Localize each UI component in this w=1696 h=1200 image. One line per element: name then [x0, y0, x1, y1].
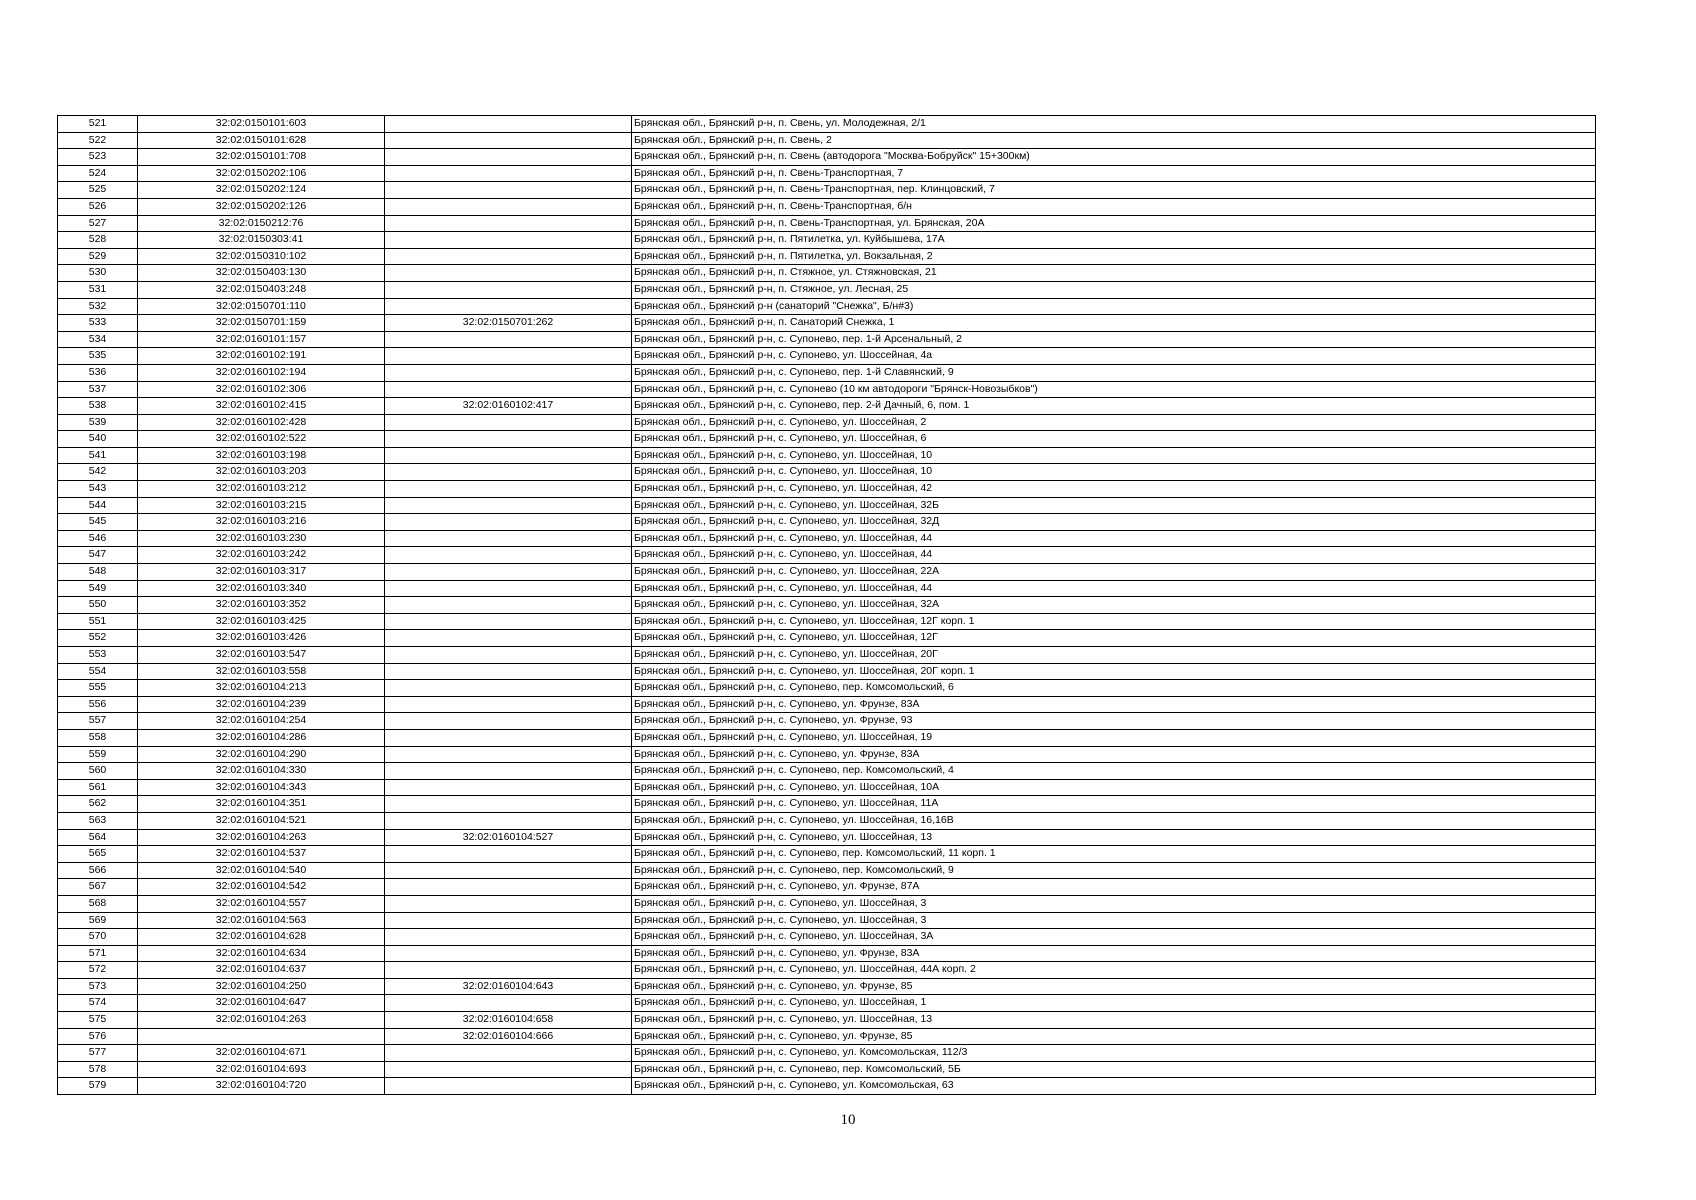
table-row	[58, 862, 1596, 879]
related-cadastral-number-cell	[385, 348, 632, 365]
related-cadastral-number-cell	[385, 812, 632, 829]
row-number-cell: 555	[58, 680, 138, 697]
cadastral-number-cell: 32:02:0160104:537	[138, 846, 385, 863]
row-number-cell: 579	[58, 1078, 138, 1095]
table-row	[58, 580, 1596, 597]
row-number-cell: 522	[58, 132, 138, 149]
cadastral-number-cell: 32:02:0160103:198	[138, 447, 385, 464]
table-row	[58, 431, 1596, 448]
cadastral-number-cell: 32:02:0160102:522	[138, 431, 385, 448]
cadastral-number-cell: 32:02:0160103:203	[138, 464, 385, 481]
related-cadastral-number-cell	[385, 431, 632, 448]
row-number-cell: 547	[58, 547, 138, 564]
related-cadastral-number-cell	[385, 198, 632, 215]
table-row	[58, 414, 1596, 431]
cadastral-number-cell: 32:02:0160104:254	[138, 713, 385, 730]
cadastral-number-cell: 32:02:0150101:603	[138, 116, 385, 133]
row-number-cell: 572	[58, 962, 138, 979]
address-cell: Брянская обл., Брянский р-н, с. Супонево, ул. Фрунзе, 93	[632, 713, 1596, 730]
table-row	[58, 812, 1596, 829]
related-cadastral-number-cell	[385, 132, 632, 149]
address-cell: Брянская обл., Брянский р-н, с. Супонево, ул. Шоссейная, 11А	[632, 796, 1596, 813]
table-row	[58, 398, 1596, 415]
cadastral-number-cell: 32:02:0160103:352	[138, 597, 385, 614]
address-cell: Брянская обл., Брянский р-н, с. Супонево, пер. 1-й Арсенальный, 2	[632, 331, 1596, 348]
address-cell: Брянская обл., Брянский р-н, с. Супонево, ул. Шоссейная, 2	[632, 414, 1596, 431]
cadastral-number-cell: 32:02:0150310:102	[138, 248, 385, 265]
address-cell: Брянская обл., Брянский р-н, с. Супонево, пер. 2-й Дачный, 6, пом. 1	[632, 398, 1596, 415]
cadastral-number-cell: 32:02:0160104:263	[138, 829, 385, 846]
row-number-cell: 577	[58, 1045, 138, 1062]
address-cell: Брянская обл., Брянский р-н, с. Супонево, ул. Шоссейная, 20Г	[632, 647, 1596, 664]
row-number-cell: 550	[58, 597, 138, 614]
row-number-cell: 558	[58, 729, 138, 746]
related-cadastral-number-cell	[385, 497, 632, 514]
table-row	[58, 663, 1596, 680]
cadastral-number-cell: 32:02:0160103:212	[138, 481, 385, 498]
address-cell: Брянская обл., Брянский р-н, с. Супонево, ул. Шоссейная, 44	[632, 530, 1596, 547]
related-cadastral-number-cell	[385, 680, 632, 697]
address-cell: Брянская обл., Брянский р-н, с. Супонево, ул. Фрунзе, 85	[632, 1028, 1596, 1045]
related-cadastral-number-cell	[385, 1078, 632, 1095]
table-row	[58, 248, 1596, 265]
table-row	[58, 547, 1596, 564]
address-cell: Брянская обл., Брянский р-н, с. Супонево, ул. Шоссейная, 22А	[632, 564, 1596, 581]
related-cadastral-number-cell	[385, 846, 632, 863]
table-row	[58, 680, 1596, 697]
address-cell: Брянская обл., Брянский р-н, п. Свень, ул. Молодежная, 2/1	[632, 116, 1596, 133]
address-cell: Брянская обл., Брянский р-н, с. Супонево, ул. Шоссейная, 13	[632, 1012, 1596, 1029]
row-number-cell: 545	[58, 514, 138, 531]
cadastral-number-cell: 32:02:0160102:306	[138, 381, 385, 398]
cadastral-number-cell: 32:02:0160103:547	[138, 647, 385, 664]
row-number-cell: 535	[58, 348, 138, 365]
table-row	[58, 497, 1596, 514]
table-row	[58, 331, 1596, 348]
address-cell: Брянская обл., Брянский р-н, с. Супонево, ул. Шоссейная, 16,16В	[632, 812, 1596, 829]
cadastral-number-cell: 32:02:0160104:634	[138, 945, 385, 962]
table-row	[58, 713, 1596, 730]
row-number-cell: 542	[58, 464, 138, 481]
related-cadastral-number-cell	[385, 1061, 632, 1078]
related-cadastral-number-cell	[385, 281, 632, 298]
cadastral-number-cell: 32:02:0160103:216	[138, 514, 385, 531]
related-cadastral-number-cell	[385, 464, 632, 481]
address-cell: Брянская обл., Брянский р-н, с. Супонево, ул. Фрунзе, 83А	[632, 696, 1596, 713]
address-cell: Брянская обл., Брянский р-н, с. Супонево (10 км автодороги "Брянск-Новозыбков")	[632, 381, 1596, 398]
related-cadastral-number-cell	[385, 929, 632, 946]
cadastral-number-cell: 32:02:0160104:343	[138, 779, 385, 796]
address-cell: Брянская обл., Брянский р-н, п. Стяжное, ул. Лесная, 25	[632, 281, 1596, 298]
related-cadastral-number-cell	[385, 414, 632, 431]
table-row	[58, 1028, 1596, 1045]
cadastral-number-cell: 32:02:0160103:558	[138, 663, 385, 680]
row-number-cell: 566	[58, 862, 138, 879]
table-row	[58, 132, 1596, 149]
address-cell: Брянская обл., Брянский р-н (санаторий "Снежка", Б/н#3)	[632, 298, 1596, 315]
cadastral-number-cell: 32:02:0160102:428	[138, 414, 385, 431]
table-row	[58, 829, 1596, 846]
cadastral-number-cell	[138, 1028, 385, 1045]
cadastral-number-cell: 32:02:0160104:330	[138, 763, 385, 780]
address-cell: Брянская обл., Брянский р-н, с. Супонево, ул. Шоссейная, 10А	[632, 779, 1596, 796]
registry-table-body	[58, 116, 1596, 1095]
related-cadastral-number-cell	[385, 547, 632, 564]
table-row	[58, 729, 1596, 746]
cadastral-number-cell: 32:02:0160104:263	[138, 1012, 385, 1029]
cadastral-number-cell: 32:02:0160104:542	[138, 879, 385, 896]
row-number-cell: 541	[58, 447, 138, 464]
cadastral-number-cell: 32:02:0160104:693	[138, 1061, 385, 1078]
table-row	[58, 647, 1596, 664]
cadastral-number-cell: 32:02:0150701:110	[138, 298, 385, 315]
page-number: 10	[840, 1112, 856, 1128]
table-row	[58, 481, 1596, 498]
row-number-cell: 537	[58, 381, 138, 398]
row-number-cell: 538	[58, 398, 138, 415]
related-cadastral-number-cell	[385, 265, 632, 282]
row-number-cell: 533	[58, 315, 138, 332]
table-row	[58, 265, 1596, 282]
row-number-cell: 539	[58, 414, 138, 431]
row-number-cell: 548	[58, 564, 138, 581]
row-number-cell: 524	[58, 165, 138, 182]
row-number-cell: 564	[58, 829, 138, 846]
cadastral-number-cell: 32:02:0160104:563	[138, 912, 385, 929]
address-cell: Брянская обл., Брянский р-н, с. Супонево, ул. Шоссейная, 32А	[632, 597, 1596, 614]
table-row	[58, 315, 1596, 332]
address-cell: Брянская обл., Брянский р-н, с. Супонево, ул. Шоссейная, 32Д	[632, 514, 1596, 531]
cadastral-number-cell: 32:02:0160103:317	[138, 564, 385, 581]
table-row	[58, 962, 1596, 979]
related-cadastral-number-cell	[385, 613, 632, 630]
cadastral-number-cell: 32:02:0150202:106	[138, 165, 385, 182]
table-row	[58, 1078, 1596, 1095]
row-number-cell: 553	[58, 647, 138, 664]
address-cell: Брянская обл., Брянский р-н, с. Супонево, ул. Шоссейная, 42	[632, 481, 1596, 498]
cadastral-number-cell: 32:02:0160103:425	[138, 613, 385, 630]
address-cell: Брянская обл., Брянский р-н, с. Супонево, ул. Шоссейная, 44А корп. 2	[632, 962, 1596, 979]
row-number-cell: 574	[58, 995, 138, 1012]
address-cell: Брянская обл., Брянский р-н, п. Пятилетка, ул. Вокзальная, 2	[632, 248, 1596, 265]
related-cadastral-number-cell	[385, 713, 632, 730]
table-row	[58, 746, 1596, 763]
cadastral-number-cell: 32:02:0160103:230	[138, 530, 385, 547]
related-cadastral-number-cell	[385, 912, 632, 929]
address-cell: Брянская обл., Брянский р-н, с. Супонево, ул. Шоссейная, 44	[632, 547, 1596, 564]
related-cadastral-number-cell	[385, 779, 632, 796]
related-cadastral-number-cell	[385, 514, 632, 531]
related-cadastral-number-cell	[385, 331, 632, 348]
address-cell: Брянская обл., Брянский р-н, п. Свень-Транспортная, 7	[632, 165, 1596, 182]
table-row	[58, 763, 1596, 780]
address-cell: Брянская обл., Брянский р-н, с. Супонево, ул. Шоссейная, 3А	[632, 929, 1596, 946]
address-cell: Брянская обл., Брянский р-н, п. Свень, 2	[632, 132, 1596, 149]
address-cell: Брянская обл., Брянский р-н, с. Супонево, ул. Комсомольская, 63	[632, 1078, 1596, 1095]
row-number-cell: 557	[58, 713, 138, 730]
cadastral-number-cell: 32:02:0150202:126	[138, 198, 385, 215]
related-cadastral-number-cell	[385, 364, 632, 381]
related-cadastral-number-cell	[385, 647, 632, 664]
table-row	[58, 879, 1596, 896]
row-number-cell: 523	[58, 149, 138, 166]
related-cadastral-number-cell: 32:02:0160104:527	[385, 829, 632, 846]
address-cell: Брянская обл., Брянский р-н, с. Супонево, ул. Фрунзе, 83А	[632, 746, 1596, 763]
related-cadastral-number-cell: 32:02:0150701:262	[385, 315, 632, 332]
related-cadastral-number-cell	[385, 895, 632, 912]
row-number-cell: 534	[58, 331, 138, 348]
table-row	[58, 348, 1596, 365]
table-row	[58, 613, 1596, 630]
table-row	[58, 1012, 1596, 1029]
table-row	[58, 149, 1596, 166]
table-row	[58, 895, 1596, 912]
cadastral-number-cell: 32:02:0160104:286	[138, 729, 385, 746]
row-number-cell: 552	[58, 630, 138, 647]
row-number-cell: 536	[58, 364, 138, 381]
table-row	[58, 182, 1596, 199]
address-cell: Брянская обл., Брянский р-н, с. Супонево, ул. Шоссейная, 1	[632, 995, 1596, 1012]
address-cell: Брянская обл., Брянский р-н, с. Супонево, ул. Фрунзе, 87А	[632, 879, 1596, 896]
related-cadastral-number-cell	[385, 232, 632, 249]
table-row	[58, 464, 1596, 481]
cadastral-number-cell: 32:02:0160104:647	[138, 995, 385, 1012]
address-cell: Брянская обл., Брянский р-н, п. Свень (автодорога "Москва-Бобруйск" 15+300км)	[632, 149, 1596, 166]
cadastral-number-cell: 32:02:0150403:248	[138, 281, 385, 298]
row-number-cell: 546	[58, 530, 138, 547]
cadastral-number-cell: 32:02:0160104:213	[138, 680, 385, 697]
address-cell: Брянская обл., Брянский р-н, с. Супонево, ул. Шоссейная, 6	[632, 431, 1596, 448]
address-cell: Брянская обл., Брянский р-н, п. Пятилетка, ул. Куйбышева, 17А	[632, 232, 1596, 249]
row-number-cell: 530	[58, 265, 138, 282]
related-cadastral-number-cell	[385, 696, 632, 713]
cadastral-number-cell: 32:02:0150101:628	[138, 132, 385, 149]
cadastral-number-cell: 32:02:0150403:130	[138, 265, 385, 282]
table-row	[58, 779, 1596, 796]
row-number-cell: 554	[58, 663, 138, 680]
cadastral-number-cell: 32:02:0160104:351	[138, 796, 385, 813]
table-row	[58, 1061, 1596, 1078]
row-number-cell: 568	[58, 895, 138, 912]
cadastral-number-cell: 32:02:0160104:250	[138, 978, 385, 995]
row-number-cell: 556	[58, 696, 138, 713]
row-number-cell: 525	[58, 182, 138, 199]
related-cadastral-number-cell	[385, 663, 632, 680]
related-cadastral-number-cell: 32:02:0160104:666	[385, 1028, 632, 1045]
related-cadastral-number-cell	[385, 796, 632, 813]
related-cadastral-number-cell	[385, 746, 632, 763]
related-cadastral-number-cell	[385, 995, 632, 1012]
address-cell: Брянская обл., Брянский р-н, с. Супонево, ул. Комсомольская, 112/3	[632, 1045, 1596, 1062]
table-row	[58, 696, 1596, 713]
related-cadastral-number-cell	[385, 763, 632, 780]
row-number-cell: 549	[58, 580, 138, 597]
related-cadastral-number-cell: 32:02:0160102:417	[385, 398, 632, 415]
table-row	[58, 978, 1596, 995]
cadastral-number-cell: 32:02:0160101:157	[138, 331, 385, 348]
address-cell: Брянская обл., Брянский р-н, с. Супонево, пер. 1-й Славянский, 9	[632, 364, 1596, 381]
cadastral-number-cell: 32:02:0150101:708	[138, 149, 385, 166]
address-cell: Брянская обл., Брянский р-н, с. Супонево, ул. Шоссейная, 13	[632, 829, 1596, 846]
row-number-cell: 532	[58, 298, 138, 315]
table-row	[58, 198, 1596, 215]
row-number-cell: 569	[58, 912, 138, 929]
related-cadastral-number-cell	[385, 862, 632, 879]
address-cell: Брянская обл., Брянский р-н, п. Свень-Транспортная, пер. Клинцовский, 7	[632, 182, 1596, 199]
row-number-cell: 560	[58, 763, 138, 780]
cadastral-number-cell: 32:02:0160102:191	[138, 348, 385, 365]
registry-table	[57, 115, 1596, 1095]
cadastral-number-cell: 32:02:0150701:159	[138, 315, 385, 332]
table-row	[58, 945, 1596, 962]
related-cadastral-number-cell	[385, 580, 632, 597]
table-row	[58, 298, 1596, 315]
related-cadastral-number-cell	[385, 597, 632, 614]
row-number-cell: 570	[58, 929, 138, 946]
table-row	[58, 364, 1596, 381]
table-row	[58, 995, 1596, 1012]
row-number-cell: 529	[58, 248, 138, 265]
related-cadastral-number-cell	[385, 630, 632, 647]
table-row	[58, 116, 1596, 133]
cadastral-number-cell: 32:02:0160104:557	[138, 895, 385, 912]
row-number-cell: 527	[58, 215, 138, 232]
row-number-cell: 573	[58, 978, 138, 995]
address-cell: Брянская обл., Брянский р-н, с. Супонево, ул. Шоссейная, 12Г корп. 1	[632, 613, 1596, 630]
table-row	[58, 564, 1596, 581]
table-row	[58, 514, 1596, 531]
table-row	[58, 165, 1596, 182]
cadastral-number-cell: 32:02:0160104:521	[138, 812, 385, 829]
cadastral-number-cell: 32:02:0150212:76	[138, 215, 385, 232]
address-cell: Брянская обл., Брянский р-н, п. Стяжное, ул. Стяжновская, 21	[632, 265, 1596, 282]
address-cell: Брянская обл., Брянский р-н, с. Супонево, ул. Шоссейная, 12Г	[632, 630, 1596, 647]
address-cell: Брянская обл., Брянский р-н, с. Супонево, ул. Шоссейная, 19	[632, 729, 1596, 746]
address-cell: Брянская обл., Брянский р-н, с. Супонево, ул. Шоссейная, 10	[632, 447, 1596, 464]
related-cadastral-number-cell	[385, 879, 632, 896]
address-cell: Брянская обл., Брянский р-н, с. Супонево, ул. Шоссейная, 4а	[632, 348, 1596, 365]
address-cell: Брянская обл., Брянский р-н, с. Супонево, ул. Шоссейная, 44	[632, 580, 1596, 597]
cadastral-number-cell: 32:02:0160104:637	[138, 962, 385, 979]
related-cadastral-number-cell	[385, 564, 632, 581]
address-cell: Брянская обл., Брянский р-н, с. Супонево, пер. Комсомольский, 11 корп. 1	[632, 846, 1596, 863]
cadastral-number-cell: 32:02:0150202:124	[138, 182, 385, 199]
address-cell: Брянская обл., Брянский р-н, с. Супонево, пер. Комсомольский, 4	[632, 763, 1596, 780]
address-cell: Брянская обл., Брянский р-н, с. Супонево, ул. Шоссейная, 20Г корп. 1	[632, 663, 1596, 680]
table-row	[58, 597, 1596, 614]
address-cell: Брянская обл., Брянский р-н, с. Супонево, пер. Комсомольский, 6	[632, 680, 1596, 697]
row-number-cell: 576	[58, 1028, 138, 1045]
cadastral-number-cell: 32:02:0160103:340	[138, 580, 385, 597]
address-cell: Брянская обл., Брянский р-н, с. Супонево, пер. Комсомольский, 9	[632, 862, 1596, 879]
table-row	[58, 281, 1596, 298]
table-row	[58, 1045, 1596, 1062]
table-row	[58, 912, 1596, 929]
related-cadastral-number-cell	[385, 481, 632, 498]
row-number-cell: 528	[58, 232, 138, 249]
cadastral-number-cell: 32:02:0160104:720	[138, 1078, 385, 1095]
cadastral-number-cell: 32:02:0160103:242	[138, 547, 385, 564]
row-number-cell: 521	[58, 116, 138, 133]
related-cadastral-number-cell	[385, 381, 632, 398]
table-row	[58, 381, 1596, 398]
row-number-cell: 551	[58, 613, 138, 630]
table-row	[58, 530, 1596, 547]
address-cell: Брянская обл., Брянский р-н, с. Супонево, ул. Шоссейная, 10	[632, 464, 1596, 481]
row-number-cell: 531	[58, 281, 138, 298]
address-cell: Брянская обл., Брянский р-н, п. Санаторий Снежка, 1	[632, 315, 1596, 332]
related-cadastral-number-cell	[385, 116, 632, 133]
cadastral-number-cell: 32:02:0160102:415	[138, 398, 385, 415]
address-cell: Брянская обл., Брянский р-н, с. Супонево, ул. Фрунзе, 85	[632, 978, 1596, 995]
row-number-cell: 526	[58, 198, 138, 215]
address-cell: Брянская обл., Брянский р-н, п. Свень-Транспортная, ул. Брянская, 20А	[632, 215, 1596, 232]
cadastral-number-cell: 32:02:0160104:671	[138, 1045, 385, 1062]
row-number-cell: 565	[58, 846, 138, 863]
cadastral-number-cell: 32:02:0160103:426	[138, 630, 385, 647]
row-number-cell: 575	[58, 1012, 138, 1029]
address-cell: Брянская обл., Брянский р-н, с. Супонево, ул. Фрунзе, 83А	[632, 945, 1596, 962]
cadastral-number-cell: 32:02:0160104:540	[138, 862, 385, 879]
row-number-cell: 562	[58, 796, 138, 813]
table-row	[58, 929, 1596, 946]
row-number-cell: 561	[58, 779, 138, 796]
address-cell: Брянская обл., Брянский р-н, с. Супонево, ул. Шоссейная, 32Б	[632, 497, 1596, 514]
row-number-cell: 567	[58, 879, 138, 896]
table-row	[58, 232, 1596, 249]
row-number-cell: 571	[58, 945, 138, 962]
cadastral-number-cell: 32:02:0160104:290	[138, 746, 385, 763]
related-cadastral-number-cell	[385, 182, 632, 199]
table-row	[58, 447, 1596, 464]
related-cadastral-number-cell: 32:02:0160104:643	[385, 978, 632, 995]
related-cadastral-number-cell	[385, 729, 632, 746]
related-cadastral-number-cell	[385, 1045, 632, 1062]
cadastral-number-cell: 32:02:0160102:194	[138, 364, 385, 381]
address-cell: Брянская обл., Брянский р-н, с. Супонево, ул. Шоссейная, 3	[632, 895, 1596, 912]
table-row	[58, 846, 1596, 863]
cadastral-number-cell: 32:02:0160104:628	[138, 929, 385, 946]
row-number-cell: 543	[58, 481, 138, 498]
address-cell: Брянская обл., Брянский р-н, с. Супонево, ул. Шоссейная, 3	[632, 912, 1596, 929]
cadastral-number-cell: 32:02:0150303:41	[138, 232, 385, 249]
related-cadastral-number-cell	[385, 165, 632, 182]
related-cadastral-number-cell	[385, 215, 632, 232]
related-cadastral-number-cell	[385, 298, 632, 315]
related-cadastral-number-cell: 32:02:0160104:658	[385, 1012, 632, 1029]
related-cadastral-number-cell	[385, 149, 632, 166]
related-cadastral-number-cell	[385, 447, 632, 464]
row-number-cell: 559	[58, 746, 138, 763]
related-cadastral-number-cell	[385, 248, 632, 265]
cadastral-number-cell: 32:02:0160103:215	[138, 497, 385, 514]
table-row	[58, 796, 1596, 813]
related-cadastral-number-cell	[385, 530, 632, 547]
related-cadastral-number-cell	[385, 962, 632, 979]
related-cadastral-number-cell	[385, 945, 632, 962]
address-cell: Брянская обл., Брянский р-н, с. Супонево, пер. Комсомольский, 5Б	[632, 1061, 1596, 1078]
table-row	[58, 630, 1596, 647]
cadastral-number-cell: 32:02:0160104:239	[138, 696, 385, 713]
row-number-cell: 578	[58, 1061, 138, 1078]
address-cell: Брянская обл., Брянский р-н, п. Свень-Транспортная, б/н	[632, 198, 1596, 215]
row-number-cell: 540	[58, 431, 138, 448]
row-number-cell: 563	[58, 812, 138, 829]
table-row	[58, 215, 1596, 232]
row-number-cell: 544	[58, 497, 138, 514]
